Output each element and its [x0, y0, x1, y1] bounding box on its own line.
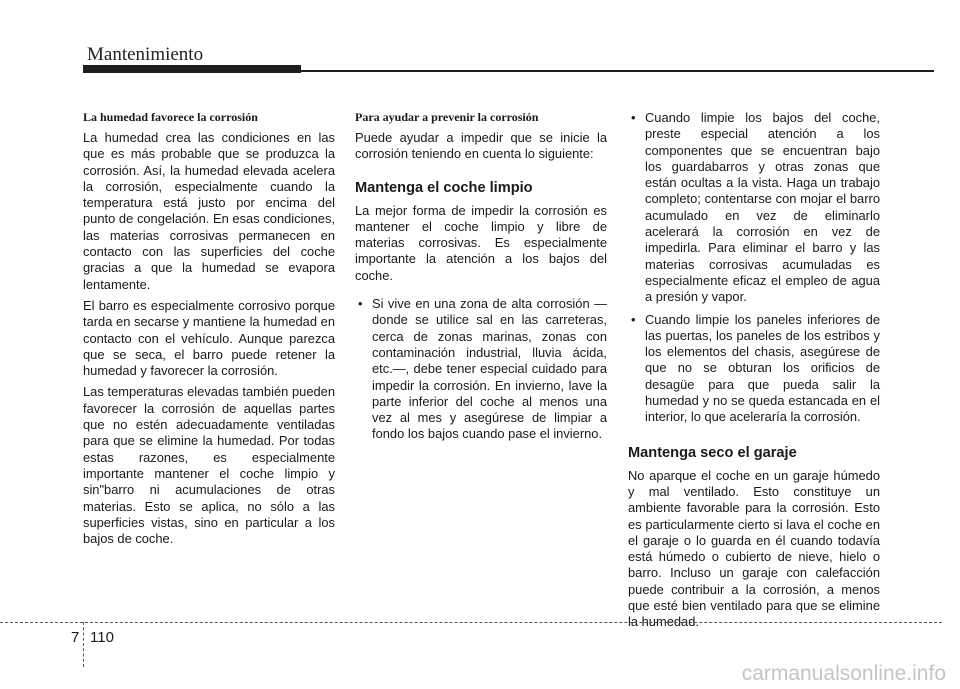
list-item-text: Cuando limpie los bajos del coche, preste especial atención a los componentes que se encuentran bajo los guardabarros y otras zonas que están ocultas a la vista. Haga un trabajo completo; contentarse con mojar el barro acumulado en vez de eliminarlo acelerará la corrosión en vez de impedirla. Para eliminar el barro y las materias corrosivas acumuladas es especialmente eficaz el empleo de agua a presión y vapor.	[645, 110, 880, 305]
header-bar-thick	[83, 65, 301, 73]
bullet-list	[628, 110, 880, 426]
paragraph: La humedad crea las condiciones en las que es más probable que se produzca la corrosión. Así, la humedad elevada acelera la corrosión, especialmente cuando la temperatura está justo por encima del punto de congelación. En esas condiciones, las materias corrosivas permanecen en contacto con las superficies del coche gracias a que la humedad se evapora lentamente.	[83, 130, 335, 292]
paragraph: Puede ayudar a impedir que se inicie la corrosión teniendo en cuenta lo siguiente:	[355, 130, 607, 162]
paragraph: El barro es especialmente corrosivo porque tarda en secarse y mantiene la humedad en contacto con el vehículo. Aunque parezca que se seca, el barro puede retener la humedad y favorecer la corrosión.	[83, 297, 335, 379]
list-item-text: Cuando limpie los paneles inferiores de las puertas, los paneles de los estribos y los elementos del chasis, asegúrese de que no se obturan los orificios de desagüe para que pueda salir la humedad y no se queda estancada en el interior, lo que aceleraría la corrosión.	[645, 311, 880, 425]
subhead-prevent: Para ayudar a prevenir la corrosión	[355, 110, 539, 124]
section-title-clean: Mantenga el coche limpio	[355, 179, 533, 196]
column-1	[83, 110, 335, 552]
bullet-icon: •	[358, 296, 363, 312]
column-2	[355, 110, 607, 449]
list-item	[628, 312, 880, 426]
paragraph: No aparque el coche en un garaje húmedo y mal ventilado. Esto constituye un ambiente favorable para la corrosión. Esto es particularmente cierto si lava el coche en el garaje o lo guarda en él cuando todavía está húmedo o cubierto de nieve, hielo o barro. Incluso un garaje con calefacción puede contribuir a la corrosión, a menos que esté bien ventilado para que se elimine la humedad.	[628, 467, 880, 630]
page-number: 110	[90, 629, 114, 646]
chapter-number: 7	[71, 629, 80, 646]
footer-vertical-divider	[83, 622, 84, 667]
footer-divider	[0, 622, 942, 623]
list-item-text: Si vive en una zona de alta corrosión — donde se utilice sal en las carreteras, cerca de zonas marinas, zonas con contaminación industrial, lluvia ácida, etc.—, debe tener especial cuidado para impedir la corrosión. En invierno, lave la parte inferior del coche al menos una vez al mes y asegúrese de limpiar a fondo los bajos cuando pase el invierno.	[372, 296, 607, 442]
bullet-list	[355, 296, 607, 443]
bullet-icon: •	[631, 110, 636, 125]
list-item	[355, 296, 607, 443]
section-title-garage: Mantenga seco el garaje	[628, 444, 797, 461]
page-header-title: Mantenimiento	[87, 44, 204, 65]
subhead-humidity: La humedad favorece la corrosión	[83, 110, 258, 124]
paragraph: Las temperaturas elevadas también pueden favorecer la corrosión de aquellas partes que no estén adecuadamente ventiladas para que se elimine la humedad. Por todas estas razones, es especialmente importante mantener el coche limpio y sin"barro ni acumulaciones de otras materias. Esto se aplica, no sólo a las superficies vistas, sino en particular a los bajos de coche.	[83, 384, 335, 547]
paragraph: La mejor forma de impedir la corrosión es mantener el coche limpio y libre de materias corrosivas. Es especialmente importante la atención a los bajos del coche.	[355, 202, 607, 283]
list-item	[628, 110, 880, 306]
bullet-icon: •	[631, 311, 636, 327]
column-3	[628, 110, 880, 636]
header-bar-thin	[301, 70, 934, 72]
watermark-text: carmanualsonline.info	[741, 662, 946, 685]
